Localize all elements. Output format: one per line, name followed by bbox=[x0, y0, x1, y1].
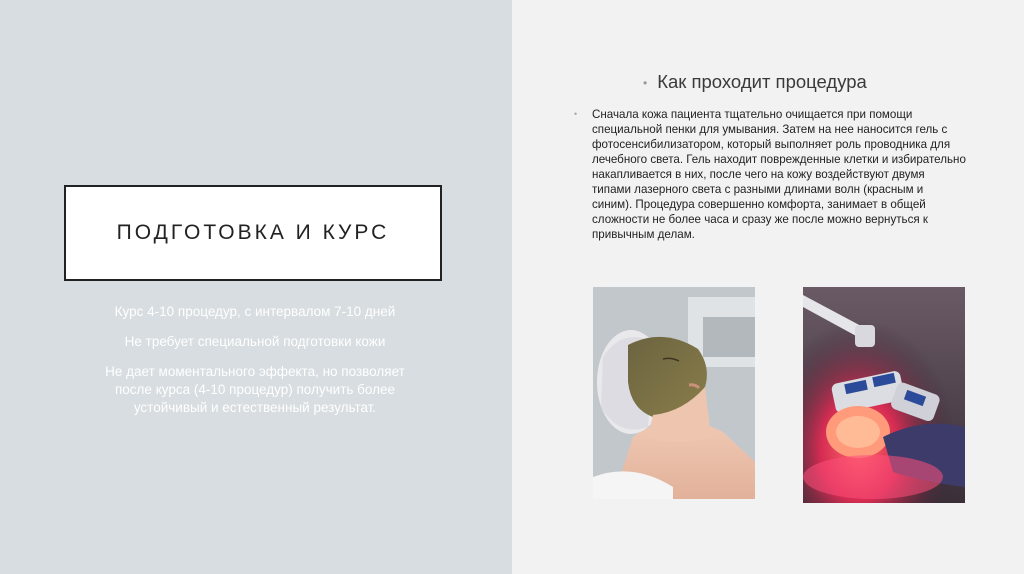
face-mask-illustration bbox=[593, 287, 755, 499]
slide-title-box bbox=[64, 185, 442, 281]
led-light-therapy-photo bbox=[803, 287, 965, 503]
section-heading bbox=[643, 71, 867, 93]
led-therapy-illustration bbox=[803, 287, 965, 503]
section-heading-text: Как проходит процедура bbox=[657, 71, 867, 92]
left-bullet-item: Курс 4-10 процедур, с интервалом 7-10 дней bbox=[114, 304, 396, 319]
left-bullet-item: Не дает моментального эффекта, но позволяет после курса (4-10 процедур) получить более устойчивый и естественный результат. bbox=[105, 364, 405, 415]
face-mask-photo bbox=[593, 287, 755, 499]
slide-title: ПОДГОТОВКА И КУРС bbox=[116, 221, 390, 244]
left-bullet-list bbox=[100, 303, 410, 429]
bullet-dot-icon: • bbox=[643, 76, 648, 90]
procedure-description bbox=[574, 107, 966, 242]
left-bullet-item: Не требует специальной подготовки кожи bbox=[124, 334, 386, 349]
bullet-dot-icon: • bbox=[574, 109, 578, 119]
procedure-description-text: Сначала кожа пациента тщательно очищается при помощи специальной пенки для умывания. Затем на нее наносится гель с фотосенсибилизатором, который выполняет роль проводника для лечебного света. Гель находит поврежденные клетки и избирательно накапливается в них, после чего на кожу воздействуют двумя типами лазерного света с разными длинами волн (красным и синим). Процедура совершенно комфорта, занимает в общей сложности не более часа и сразу же после можно вернуться к привычным делам. bbox=[592, 108, 966, 241]
